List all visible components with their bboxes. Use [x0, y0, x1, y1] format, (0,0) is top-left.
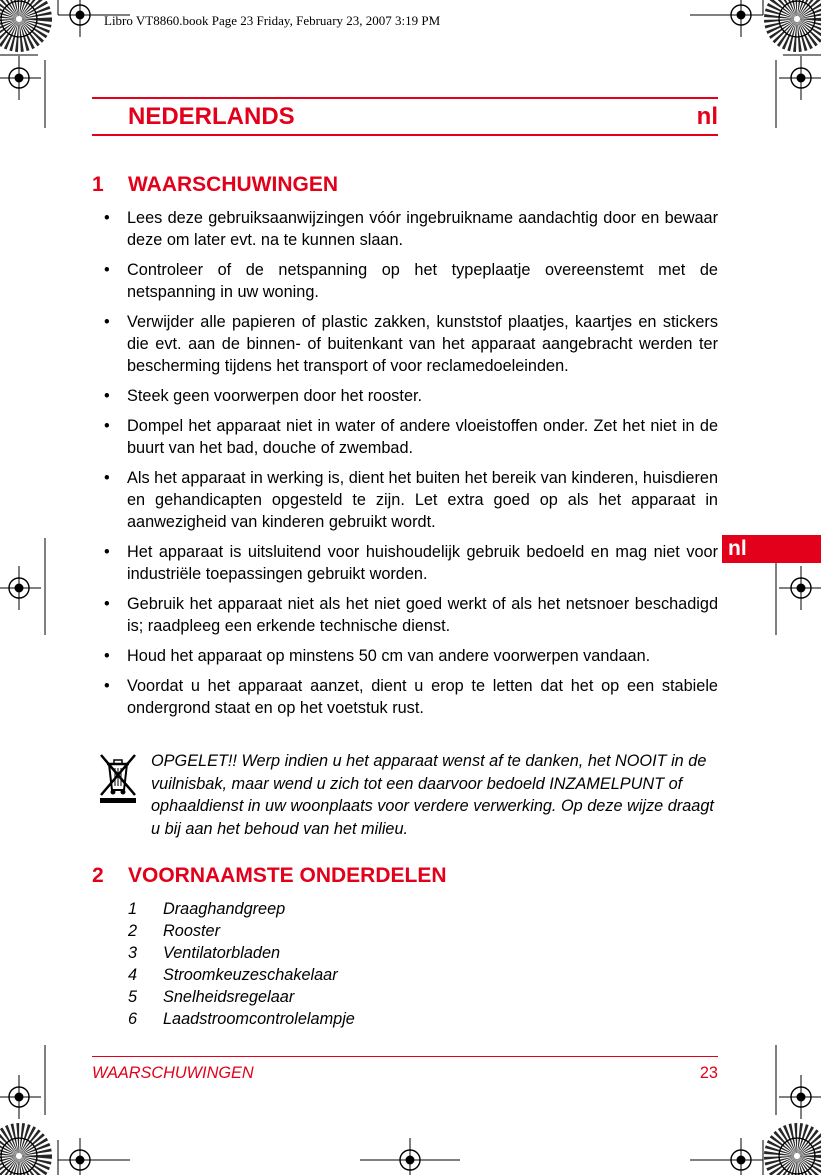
list-item: 4 Stroomkeuzeschakelaar	[128, 966, 338, 984]
crop-cross-bottom-2	[388, 1138, 432, 1175]
list-item: • Voordat u het apparaat aanzet, dient u erop te letten dat het op een stabiele ondergrond staat en op het voetstuk rust.	[104, 677, 718, 717]
list-item: • Controleer of de netspanning op het typeplaatje overeenstemt met de netspanning in uw woning.	[104, 261, 718, 301]
page-number: 23	[699, 1064, 718, 1082]
bullet: •	[104, 647, 110, 665]
list-item: • Lees deze gebruiksaanwijzingen vóór ingebruikname aandachtig door en bewaar deze om later evt. na te kunnen slaan.	[104, 209, 718, 249]
starburst-mark-bottom-right	[779, 1138, 815, 1174]
disposal-note: OPGELET!! Werp indien u het apparaat wenst af te danken, het NOOIT in de vuilnisbak, maar wend u zich tot een daarvoor bedoeld INZAMELPUNT of ophaaldienst in uw woonplaats voor verdere verwerking. Op deze wijze draagt u bij aan het behoud van het milieu.	[151, 752, 714, 838]
list-item: • Verwijder alle papieren of plastic zakken, kunststof plaatjes, kaartjes en stickers die evt. aan de binnen- of buitenkant van het apparaat aangebracht werden ter bescherming tijdens het transport of voor reclamedoeleinden.	[104, 313, 718, 375]
crossed-out-wheelie-bin-icon	[98, 752, 138, 804]
list-item: • Dompel het apparaat niet in water of andere vloeistoffen onder. Zet het niet in de buurt van het bad, douche of zwembad.	[104, 417, 718, 457]
bullet: •	[104, 469, 110, 487]
list-item: 1 Draaghandgreep	[128, 900, 286, 918]
list-item: 3 Ventilatorbladen	[128, 944, 281, 962]
section-1-title: WAARSCHUWINGEN	[128, 173, 338, 196]
footer-rule	[92, 1056, 718, 1057]
section-2-title: VOORNAAMSTE ONDERDELEN	[128, 864, 447, 887]
list-item: • Gebruik het apparaat niet als het niet goed werkt of als het netsnoer beschadigd is; raadpleeg een erkende technische dienst.	[104, 595, 718, 635]
starburst-mark-top-left	[1, 1, 37, 37]
crop-cross-bottom-1	[58, 1138, 102, 1175]
list-item: 2 Rooster	[128, 922, 221, 940]
list-item: 6 Laadstroomcontrolelampje	[128, 1010, 355, 1028]
crop-cross-right-bottom	[779, 1075, 821, 1119]
crop-cross-left-bottom	[0, 1075, 41, 1119]
bullet: •	[104, 595, 110, 613]
bullet: •	[104, 417, 110, 435]
starburst-mark-top-right	[779, 1, 815, 37]
list-item: 5 Snelheidsregelaar	[128, 988, 295, 1006]
language-side-tab: nl	[722, 535, 821, 563]
header-rule-top	[92, 97, 718, 99]
crop-cross-bottom-3	[719, 1138, 763, 1175]
list-item: • Houd het apparaat op minstens 50 cm van andere voorwerpen vandaan.	[104, 647, 651, 665]
warnings-list	[104, 207, 718, 727]
header-rule-bottom	[92, 134, 718, 136]
section-1-number: 1	[92, 173, 104, 196]
footer-section-name: WAARSCHUWINGEN	[92, 1064, 254, 1082]
crop-cross-top-1	[58, 0, 102, 37]
section-2-number: 2	[92, 864, 104, 887]
bullet: •	[104, 387, 110, 405]
list-item: • Het apparaat is uitsluitend voor huishoudelijk gebruik bedoeld en mag niet voor industriële toepassingen gebruikt worden.	[104, 543, 718, 583]
crop-cross-top-2	[719, 0, 763, 37]
print-slug: Libro VT8860.book Page 23 Friday, February 23, 2007 3:19 PM	[104, 13, 441, 28]
crop-cross-left-mid	[0, 566, 41, 610]
parts-list	[128, 898, 355, 1030]
crop-cross-right-mid	[779, 566, 821, 610]
bullet: •	[104, 313, 110, 331]
bullet: •	[104, 677, 110, 695]
crop-cross-right-top	[779, 56, 821, 100]
list-item: • Steek geen voorwerpen door het rooster.	[104, 387, 423, 405]
list-item: • Als het apparaat in werking is, dient het buiten het bereik van kinderen, huisdieren en gehandicapten opgesteld te zijn. Let extra goed op als het apparaat in aanwezigheid van kinderen gebruikt wordt.	[104, 469, 719, 531]
language-code: nl	[696, 103, 718, 130]
crop-cross-left-top	[0, 56, 41, 100]
language-title: NEDERLANDS	[128, 103, 295, 130]
bullet: •	[104, 209, 110, 227]
starburst-mark-bottom-left	[1, 1138, 37, 1174]
bullet: •	[104, 261, 110, 279]
bullet: •	[104, 543, 110, 561]
